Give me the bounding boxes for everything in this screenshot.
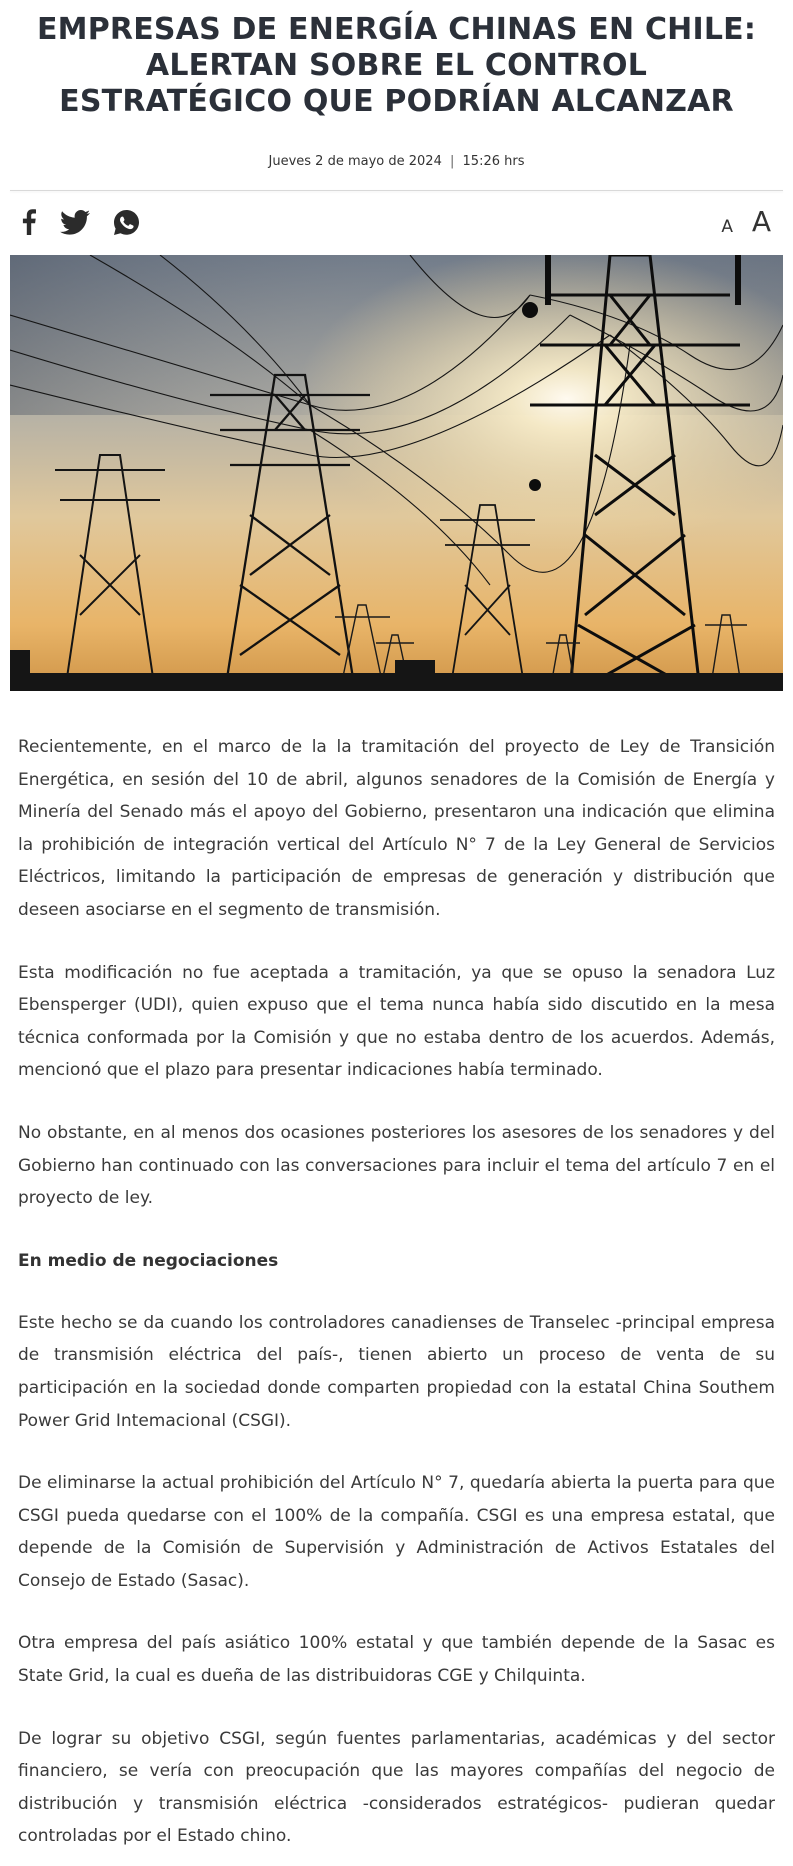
power-lines-photo (10, 255, 783, 691)
twitter-icon[interactable] (60, 210, 90, 239)
decrease-font-button[interactable]: A (721, 217, 733, 237)
article-date: Jueves 2 de mayo de 2024 (268, 154, 442, 169)
article-dateline (0, 154, 793, 170)
article-body (0, 691, 793, 1853)
hero-image (10, 255, 783, 691)
whatsapp-icon[interactable] (114, 210, 139, 239)
article-time: 15:26 hrs (462, 154, 525, 169)
section-subheading: En medio de negociaciones (18, 1250, 279, 1271)
date-separator: | (450, 154, 455, 169)
paragraph-1: Recientemente, en el marco de la la tramitación del proyecto de Ley de Transición Energética, en sesión del 10 de abril, algunos senadores de la Comisión de Energía y Minería del Senado más el apoyo del Gobierno, presentaron una indicación que elimina la prohibición de integración vertical del Artículo N° 7 de la Ley General de Servicios Eléctricos, limitando la participación de empresas de generación y distribución que deseen asociarse en el segmento de transmisión. (18, 737, 775, 920)
font-size-controls (691, 205, 781, 239)
share-buttons (22, 209, 139, 239)
paragraph-7: De lograr su objetivo CSGI, según fuentes parlamentarias, académicas y del sector financiero, se vería con preocupación que las mayores compañías del negocio de distribución y transmisión eléctrica -considerados estratégicos- pudieran quedar controladas por el Estado chino. (18, 1728, 775, 1847)
share-toolbar (0, 191, 793, 255)
paragraph-2: Esta modificación no fue aceptada a tramitación, ya que se opuso la senadora Luz Ebensperger (UDI), quien expuso que el tema nunca había sido discutido en la mesa técnica conformada por la Comisión y que no estaba dentro de los acuerdos. Además, mencionó que el plazo para presentar indicaciones había terminado. (18, 962, 775, 1081)
paragraph-4: Este hecho se da cuando los controladores canadienses de Transelec -principal empresa de transmisión eléctrica del país-, tienen abierto un proceso de venta de su participación en la sociedad donde comparten propiedad con la estatal China Southem Power Grid Intemacional (CSGI). (18, 1312, 775, 1431)
paragraph-6: Otra empresa del país asiático 100% estatal y que también depende de la Sasac es State Grid, la cual es dueña de las distribuidoras CGE y Chilquinta. (18, 1633, 775, 1687)
increase-font-button[interactable]: A (751, 205, 771, 238)
paragraph-3: No obstante, en al menos dos ocasiones posteriores los asesores de los senadores y del Gobierno han continuado con las conversaciones para incluir el tema del artículo 7 en el proyecto de ley. (18, 1122, 775, 1209)
article-title: EMPRESAS DE ENERGÍA CHINAS EN CHILE: ALERTAN SOBRE EL CONTROL ESTRATÉGICO QUE PODRÍAN ALCANZAR (36, 12, 757, 119)
paragraph-5: De eliminarse la actual prohibición del Artículo N° 7, quedaría abierta la puerta para que CSGI pueda quedarse con el 100% de la compañía. CSGI es una empresa estatal, que depende de la Comisión de Supervisión y Administración de Activos Estatales del Consejo de Estado (Sasac). (18, 1473, 775, 1591)
facebook-icon[interactable] (22, 209, 36, 239)
